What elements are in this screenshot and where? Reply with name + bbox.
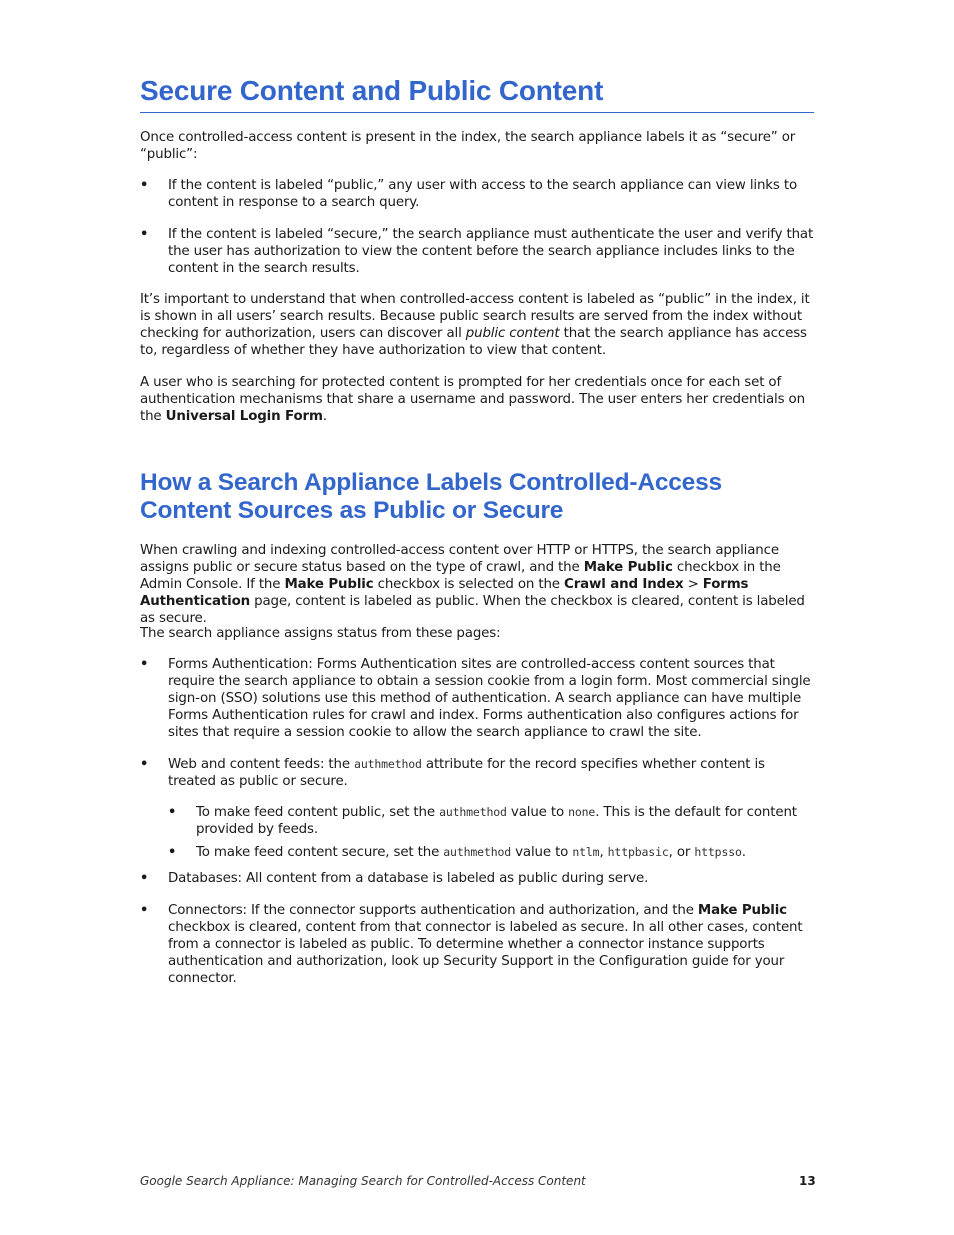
bullet-marker: •: [140, 757, 149, 772]
feeds-sub-list: [168, 804, 814, 861]
bullet-marker: •: [140, 657, 149, 672]
bullet-forms-auth: • Forms Authentication: Forms Authentication sites are controlled-access content sources that require the search appliance to obtain a session cookie from a login form. Most commercial single sign-on (SSO) solutions use this method of authentication. A search appliance can have multiple Forms Authentication rules for crawl and index. Forms authentication also configures actions for sites that require a session cookie to allow the search appliance to crawl the site.: [140, 657, 811, 740]
bullet-marker: •: [168, 845, 177, 860]
public-content-paragraph: It’s important to understand that when controlled-access content is labeled as “public” in the index, it is shown in all users’ search results. Because public search results are served from the index without checking for authorization, users can discover all public content that the search appliance has access to, regardless of whether they have authorization to view that content.: [140, 292, 810, 358]
title-underline: [140, 112, 814, 113]
bullet-marker: •: [140, 227, 149, 242]
status-pages-intro: The search appliance assigns status from these pages:: [140, 626, 501, 641]
page-number: 13: [799, 1174, 816, 1188]
bullet-marker: •: [140, 178, 149, 193]
status-pages-list: [140, 656, 814, 987]
sub-bullet-public-feed: • To make feed content public, set the authmethod value to none. This is the default for content provided by feeds.: [168, 805, 797, 837]
section-title-secure-public: Secure Content and Public Content: [140, 75, 604, 106]
bullet-databases: • Databases: All content from a database is labeled as public during serve.: [140, 871, 649, 886]
intro-paragraph: Once controlled-access content is present in the index, the search appliance labels it as “secure” or “public”:: [140, 130, 796, 162]
crawl-status-paragraph: When crawling and indexing controlled-access content over HTTP or HTTPS, the search appliance assigns public or secure status based on the type of crawl, and the Make Public checkbox in the Admin Console. If the Make Public checkbox is selected on the Crawl and Index > Forms Authentication page, content is labeled as public. When the checkbox is cleared, content is labeled as secure.: [140, 543, 805, 626]
bullet-secure: • If the content is labeled “secure,” the search appliance must authenticate the user and verify that the user has authorization to view the content before the search appliance includes links to the content in the search results.: [140, 227, 814, 276]
bullet-marker: •: [140, 903, 149, 918]
bullet-marker: •: [168, 805, 177, 820]
bullet-marker: •: [140, 871, 149, 886]
universal-login-form-term: Universal Login Form: [165, 409, 323, 424]
public-content-emphasis: public content: [465, 326, 560, 341]
credentials-paragraph: A user who is searching for protected content is prompted for her credentials once for each set of authentication mechanisms that share a username and password. The user enters her credentials on the Universal Login Form.: [140, 375, 805, 424]
sub-bullet-secure-feed: • To make feed content secure, set the authmethod value to ntlm, httpbasic, or httpsso.: [168, 845, 746, 860]
bullet-public: • If the content is labeled “public,” any user with access to the search appliance can view links to content in response to a search query.: [140, 178, 797, 210]
status-bullet-list: [140, 177, 814, 277]
bullet-connectors: • Connectors: If the connector supports authentication and authorization, and the Make Public checkbox is cleared, content from that connector is labeled as secure. In all other cases, content from a connector is labeled as public. To determine whether a connector instance supports authentication and authorization, look up Security Support in the Configuration guide for your connector.: [140, 903, 803, 986]
bullet-feeds: • Web and content feeds: the authmethod attribute for the record specifies whether content is treated as public or secure. • To make feed content public, set the authmethod value to none. This is the default for content provided by feeds. • To make feed content secure, set the authmethod value to ntlm, httpbasic, or httpsso.: [140, 756, 814, 861]
forms-authentication-term: Forms Authentication: [140, 577, 749, 609]
footer-document-title: Google Search Appliance: Managing Search for Controlled-Access Content: [140, 1174, 586, 1188]
crawl-and-index-term: Crawl and Index: [564, 577, 684, 592]
section-title-labels: How a Search Appliance Labels Controlled-Access Content Sources as Public or Secure: [140, 469, 722, 524]
